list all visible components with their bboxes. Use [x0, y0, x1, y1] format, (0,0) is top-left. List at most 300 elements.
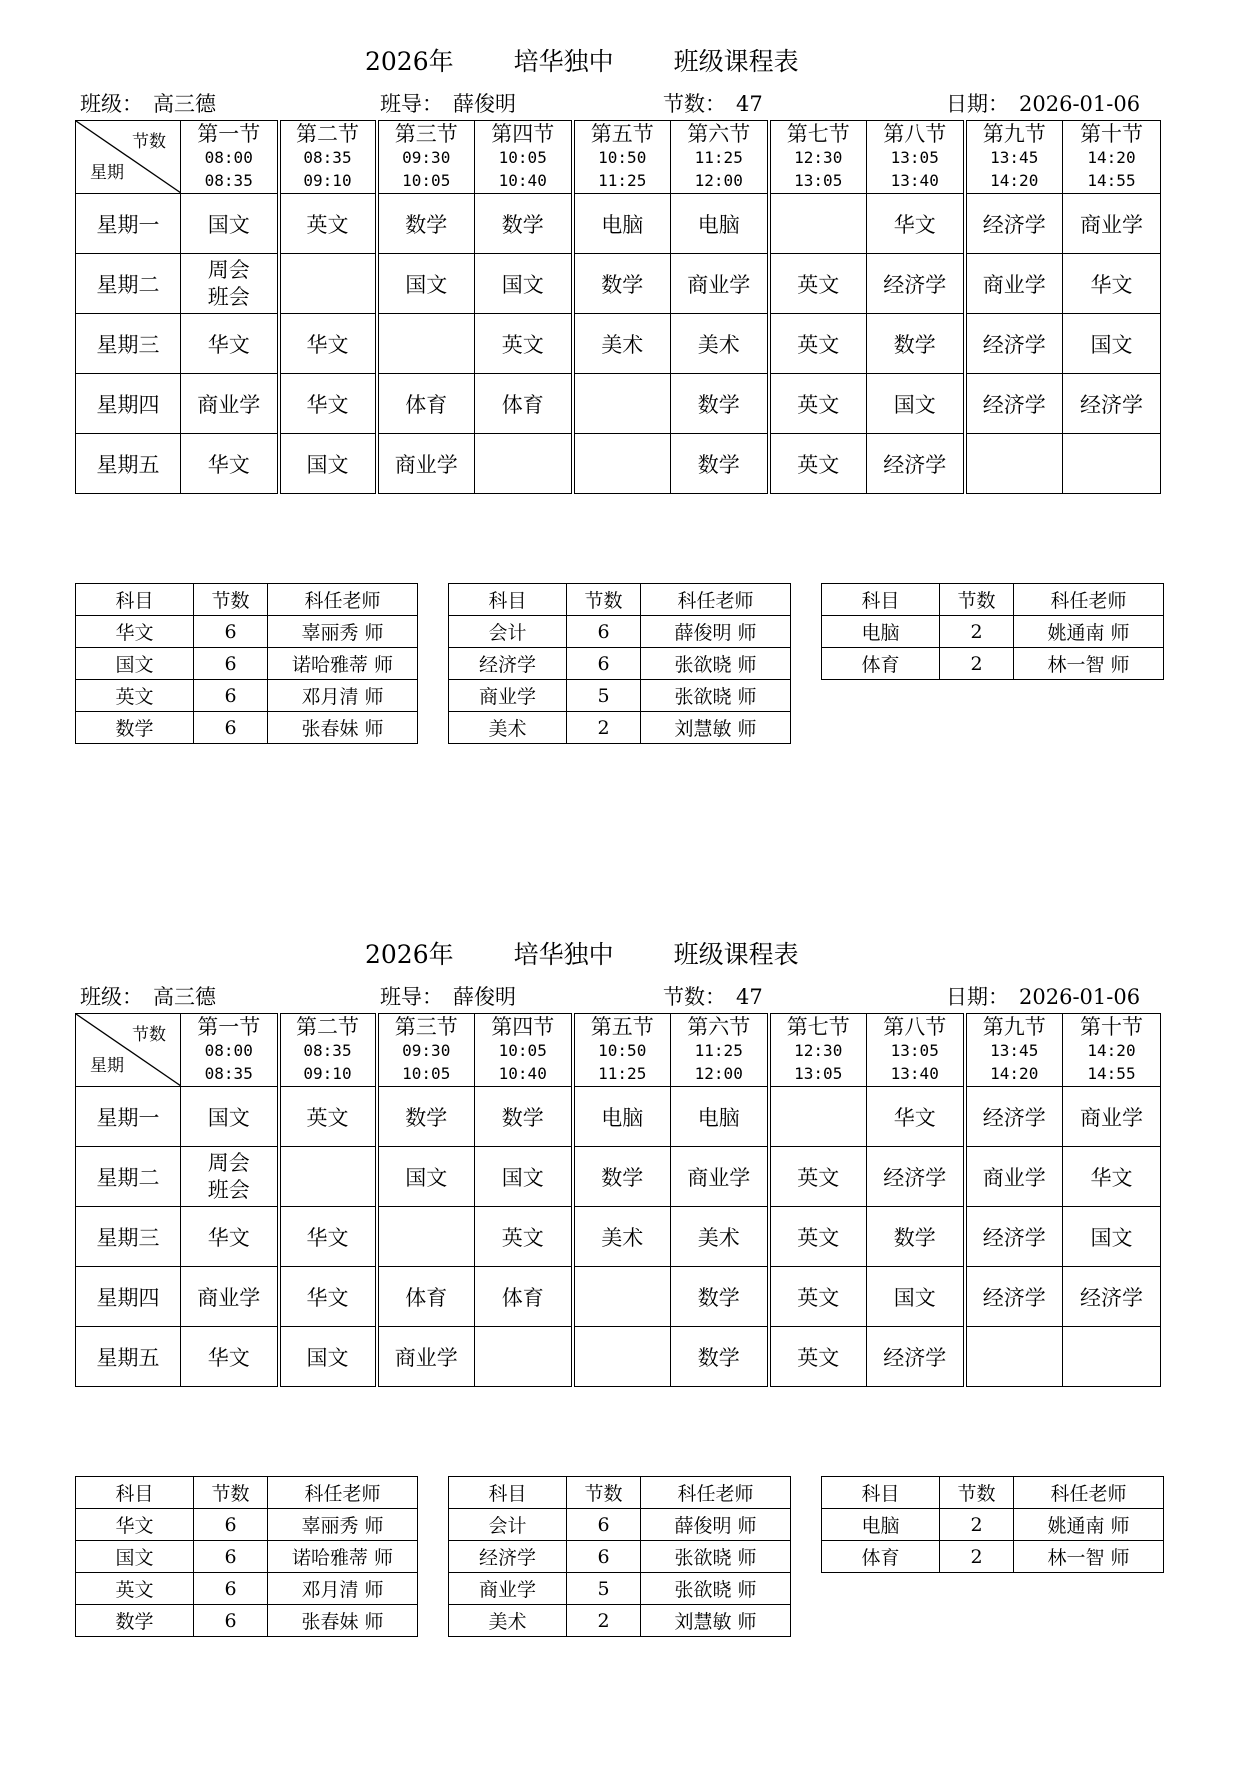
subject-header-cell: 节数	[194, 584, 268, 616]
date-info: 日期： 2026-01-06	[946, 92, 1141, 116]
subject-periods: 5	[567, 1573, 641, 1605]
class-slot: 国文	[475, 254, 573, 314]
subject-name: 会计	[449, 616, 567, 648]
subject-teacher: 姚通南 师	[1014, 1509, 1164, 1541]
class-slot: 体育	[377, 374, 475, 434]
subject-periods: 2	[940, 1509, 1014, 1541]
class-slot	[573, 1267, 671, 1327]
class-slot: 经济学	[965, 194, 1063, 254]
period-label: 第四节	[491, 121, 555, 146]
subject-row	[449, 1605, 791, 1637]
subject-table-1	[75, 583, 418, 744]
day-row	[76, 314, 1161, 374]
period-header-cell	[279, 121, 377, 194]
subject-header-cell: 节数	[940, 1477, 1014, 1509]
class-slot: 经济学	[867, 434, 965, 494]
class-slot: 美术	[671, 314, 769, 374]
class-slot: 英文	[769, 374, 867, 434]
period-label: 第九节	[982, 121, 1046, 146]
subject-name: 美术	[449, 1605, 567, 1637]
class-slot: 英文	[769, 1207, 867, 1267]
period-end-time: 10:40	[498, 1063, 547, 1083]
class-slot: 电脑	[671, 1087, 769, 1147]
class-slot: 体育	[377, 1267, 475, 1327]
subject-periods: 6	[194, 680, 268, 712]
teacher-info: 班导： 薛俊明	[380, 92, 516, 116]
title-year: 2026年	[365, 940, 454, 969]
subject-teacher: 薛俊明 师	[641, 616, 791, 648]
subject-name: 数学	[76, 1605, 194, 1637]
class-slot	[573, 1327, 671, 1387]
class-slot: 华文	[279, 314, 377, 374]
class-slot	[475, 1327, 573, 1387]
class-info: 班级： 高三德	[80, 92, 216, 116]
period-header-cell	[181, 121, 279, 194]
subject-teacher: 辜丽秀 师	[268, 616, 418, 648]
period-end-time: 11:25	[598, 170, 647, 190]
subject-name: 华文	[76, 1509, 194, 1541]
class-slot: 体育	[475, 1267, 573, 1327]
class-slot	[279, 254, 377, 314]
period-end-time: 08:35	[204, 170, 253, 190]
period-end-time: 13:05	[794, 170, 843, 190]
class-slot: 英文	[769, 314, 867, 374]
subject-header-cell: 科目	[449, 1477, 567, 1509]
subject-periods: 2	[940, 1541, 1014, 1573]
class-slot: 华文	[867, 194, 965, 254]
day-row	[76, 374, 1161, 434]
subject-teacher: 姚通南 师	[1014, 616, 1164, 648]
period-header-cell	[965, 121, 1063, 194]
page-title	[365, 935, 799, 971]
class-slot: 华文	[1063, 254, 1161, 314]
class-slot: 数学	[377, 194, 475, 254]
class-slot: 英文	[475, 314, 573, 374]
subject-periods: 6	[194, 1509, 268, 1541]
class-slot: 商业学	[965, 1147, 1063, 1207]
teacher-info: 班导： 薛俊明	[380, 985, 516, 1009]
subject-periods: 6	[567, 1541, 641, 1573]
period-header-cell	[279, 1014, 377, 1087]
subject-name: 数学	[76, 712, 194, 744]
class-slot: 美术	[671, 1207, 769, 1267]
class-slot: 商业学	[181, 1267, 279, 1327]
period-end-time: 08:35	[204, 1063, 253, 1083]
class-slot: 国文	[279, 434, 377, 494]
subject-periods: 2	[567, 712, 641, 744]
class-slot	[965, 1327, 1063, 1387]
class-slot: 经济学	[965, 1267, 1063, 1327]
subject-row	[449, 1509, 791, 1541]
day-label: 星期四	[76, 374, 181, 434]
subject-teacher: 诺哈雅蒂 师	[268, 648, 418, 680]
class-slot: 国文	[181, 194, 279, 254]
subject-name: 商业学	[449, 680, 567, 712]
class-slot: 华文	[1063, 1147, 1161, 1207]
subject-header-cell: 科目	[76, 1477, 194, 1509]
day-label: 星期五	[76, 434, 181, 494]
class-slot: 英文	[279, 1087, 377, 1147]
period-start-time: 12:30	[794, 147, 843, 167]
class-slot: 英文	[475, 1207, 573, 1267]
period-header-cell	[769, 1014, 867, 1087]
subject-header-row	[449, 1477, 791, 1509]
subject-teacher: 刘慧敏 师	[641, 1605, 791, 1637]
period-start-time: 13:05	[890, 1040, 939, 1060]
class-slot	[279, 1147, 377, 1207]
subject-row	[76, 1509, 418, 1541]
class-slot: 国文	[377, 254, 475, 314]
subject-teacher: 诺哈雅蒂 师	[268, 1541, 418, 1573]
subject-teacher: 林一智 师	[1014, 1541, 1164, 1573]
class-slot	[573, 374, 671, 434]
period-header-cell	[377, 1014, 475, 1087]
class-slot: 英文	[769, 1327, 867, 1387]
class-slot: 数学	[867, 1207, 965, 1267]
period-end-time: 14:20	[990, 170, 1039, 190]
subject-header-cell: 科目	[76, 584, 194, 616]
schedule-table	[75, 1013, 1161, 1387]
class-slot: 数学	[671, 374, 769, 434]
subject-teacher: 邓月清 师	[268, 1573, 418, 1605]
subject-header-row	[822, 1477, 1164, 1509]
day-row	[76, 194, 1161, 254]
period-end-time: 10:05	[402, 1063, 451, 1083]
subject-teacher: 张春妹 师	[268, 1605, 418, 1637]
period-start-time: 08:00	[204, 1040, 253, 1060]
subject-header-cell: 节数	[567, 584, 641, 616]
subject-name: 英文	[76, 680, 194, 712]
class-slot: 电脑	[573, 1087, 671, 1147]
period-header-cell	[573, 121, 671, 194]
subject-row	[449, 1573, 791, 1605]
class-slot: 经济学	[1063, 1267, 1161, 1327]
class-slot: 华文	[867, 1087, 965, 1147]
subject-name: 美术	[449, 712, 567, 744]
class-info: 班级： 高三德	[80, 985, 216, 1009]
period-label: 第三节	[394, 121, 458, 146]
day-row	[76, 1207, 1161, 1267]
period-start-time: 14:20	[1087, 147, 1136, 167]
period-label: 第一节	[197, 121, 261, 146]
period-start-time: 09:30	[402, 147, 451, 167]
period-header-cell	[965, 1014, 1063, 1087]
period-start-time: 10:05	[498, 1040, 547, 1060]
class-slot: 美术	[573, 1207, 671, 1267]
class-slot: 数学	[377, 1087, 475, 1147]
period-label: 第九节	[982, 1014, 1046, 1039]
class-slot: 国文	[1063, 1207, 1161, 1267]
class-slot: 商业学	[671, 254, 769, 314]
class-slot	[377, 1207, 475, 1267]
subject-row	[76, 648, 418, 680]
subject-periods: 2	[567, 1605, 641, 1637]
class-slot: 数学	[475, 1087, 573, 1147]
subject-header-cell: 节数	[567, 1477, 641, 1509]
class-slot: 华文	[181, 314, 279, 374]
subject-teacher: 张欲晓 师	[641, 680, 791, 712]
period-label: 第七节	[786, 121, 850, 146]
day-row	[76, 1327, 1161, 1387]
class-slot	[573, 434, 671, 494]
subject-name: 体育	[822, 648, 940, 680]
period-end-time: 13:05	[794, 1063, 843, 1083]
period-start-time: 08:35	[303, 147, 352, 167]
subject-header-row	[76, 584, 418, 616]
class-slot: 国文	[181, 1087, 279, 1147]
period-label: 第二节	[296, 1014, 359, 1039]
subject-row	[449, 680, 791, 712]
class-slot: 体育	[475, 374, 573, 434]
period-start-time: 08:35	[303, 1040, 352, 1060]
class-slot: 经济学	[867, 1147, 965, 1207]
period-label: 第二节	[296, 121, 359, 146]
period-end-time: 14:20	[990, 1063, 1039, 1083]
subject-row	[449, 616, 791, 648]
subject-periods: 6	[194, 616, 268, 648]
subject-periods: 6	[194, 1605, 268, 1637]
class-slot: 数学	[573, 254, 671, 314]
subject-row	[449, 1541, 791, 1573]
subject-teacher: 张欲晓 师	[641, 648, 791, 680]
subject-table-2	[448, 1476, 791, 1637]
subject-name: 英文	[76, 1573, 194, 1605]
page-title	[365, 42, 799, 78]
period-label: 第三节	[394, 1014, 458, 1039]
subject-periods: 6	[194, 648, 268, 680]
period-start-time: 10:50	[598, 1040, 647, 1060]
subject-table-1	[75, 1476, 418, 1637]
subject-name: 国文	[76, 648, 194, 680]
subject-name: 电脑	[822, 1509, 940, 1541]
class-slot: 华文	[279, 374, 377, 434]
schedule-table	[75, 120, 1161, 494]
class-slot: 商业学	[965, 254, 1063, 314]
subject-teacher: 辜丽秀 师	[268, 1509, 418, 1541]
class-slot: 数学	[475, 194, 573, 254]
subject-header-cell: 科目	[449, 584, 567, 616]
day-row	[76, 254, 1161, 314]
subject-row	[822, 648, 1164, 680]
period-start-time: 09:30	[402, 1040, 451, 1060]
subject-name: 体育	[822, 1541, 940, 1573]
day-row	[76, 1147, 1161, 1207]
title-school: 培华独中	[513, 47, 614, 76]
subject-header-cell: 科目	[822, 584, 940, 616]
subject-table-2	[448, 583, 791, 744]
period-header-cell	[475, 121, 573, 194]
class-slot: 华文	[181, 1207, 279, 1267]
period-header-cell	[475, 1014, 573, 1087]
subject-teacher: 张欲晓 师	[641, 1573, 791, 1605]
class-slot	[475, 434, 573, 494]
subject-periods: 6	[194, 712, 268, 744]
corner-cell: 节数 星期	[76, 121, 181, 194]
subject-table-3	[821, 583, 1164, 680]
period-start-time: 13:45	[990, 147, 1039, 167]
class-slot	[1063, 434, 1161, 494]
subject-teacher: 张春妹 师	[268, 712, 418, 744]
period-end-time: 10:40	[498, 170, 547, 190]
class-slot: 电脑	[573, 194, 671, 254]
period-label: 第七节	[786, 1014, 850, 1039]
subject-periods: 6	[567, 648, 641, 680]
class-slot: 国文	[377, 1147, 475, 1207]
period-header-cell	[377, 121, 475, 194]
class-slot: 经济学	[965, 1087, 1063, 1147]
subject-header-cell: 科任老师	[1014, 584, 1164, 616]
class-slot: 数学	[671, 1327, 769, 1387]
subject-row	[822, 1541, 1164, 1573]
period-label: 第六节	[687, 1014, 751, 1039]
subject-header-cell: 科任老师	[268, 1477, 418, 1509]
class-slot: 英文	[769, 1267, 867, 1327]
class-slot: 华文	[279, 1207, 377, 1267]
class-slot: 经济学	[965, 314, 1063, 374]
period-end-time: 11:25	[598, 1063, 647, 1083]
period-start-time: 11:25	[694, 147, 743, 167]
period-header-cell	[769, 121, 867, 194]
subject-name: 国文	[76, 1541, 194, 1573]
day-label: 星期二	[76, 254, 181, 314]
subject-header-cell: 科任老师	[641, 584, 791, 616]
subject-row	[76, 616, 418, 648]
period-header-cell	[1063, 1014, 1161, 1087]
subject-header-cell: 科任老师	[268, 584, 418, 616]
subject-row	[76, 1573, 418, 1605]
period-header-row	[76, 121, 1161, 194]
class-slot: 商业学	[1063, 1087, 1161, 1147]
period-label: 第十节	[1080, 1014, 1143, 1039]
class-slot: 国文	[279, 1327, 377, 1387]
period-start-time: 11:25	[694, 1040, 743, 1060]
subject-row	[76, 712, 418, 744]
subject-name: 电脑	[822, 616, 940, 648]
period-end-time: 13:40	[890, 1063, 939, 1083]
period-end-time: 09:10	[303, 1063, 352, 1083]
period-end-time: 14:55	[1087, 170, 1136, 190]
subject-header-cell: 科任老师	[1014, 1477, 1164, 1509]
period-end-time: 12:00	[694, 170, 743, 190]
class-slot: 华文	[181, 434, 279, 494]
subject-teacher: 张欲晓 师	[641, 1541, 791, 1573]
period-end-time: 13:40	[890, 170, 939, 190]
subject-name: 经济学	[449, 648, 567, 680]
class-slot: 商业学	[671, 1147, 769, 1207]
class-slot: 华文	[181, 1327, 279, 1387]
subject-header-row	[449, 584, 791, 616]
class-slot: 国文	[867, 374, 965, 434]
class-slot: 美术	[573, 314, 671, 374]
day-label: 星期三	[76, 314, 181, 374]
subject-teacher: 林一智 师	[1014, 648, 1164, 680]
class-slot: 经济学	[867, 1327, 965, 1387]
subject-row	[76, 680, 418, 712]
period-label: 第五节	[590, 121, 654, 146]
period-label: 第一节	[197, 1014, 261, 1039]
subject-header-cell: 科目	[822, 1477, 940, 1509]
period-header-row	[76, 1014, 1161, 1087]
class-slot: 英文	[279, 194, 377, 254]
class-slot: 周会 班会	[181, 1147, 279, 1207]
class-slot: 商业学	[377, 434, 475, 494]
subject-periods: 6	[567, 616, 641, 648]
period-header-cell	[867, 1014, 965, 1087]
class-slot: 华文	[279, 1267, 377, 1327]
subject-teacher: 刘慧敏 师	[641, 712, 791, 744]
subject-row	[449, 648, 791, 680]
period-end-time: 09:10	[303, 170, 352, 190]
period-header-cell	[573, 1014, 671, 1087]
period-label: 第六节	[687, 121, 751, 146]
subject-name: 会计	[449, 1509, 567, 1541]
class-slot: 电脑	[671, 194, 769, 254]
period-label: 第八节	[883, 1014, 947, 1039]
subject-row	[76, 1605, 418, 1637]
class-slot: 数学	[671, 434, 769, 494]
class-slot: 经济学	[1063, 374, 1161, 434]
class-slot: 国文	[1063, 314, 1161, 374]
class-slot	[1063, 1327, 1161, 1387]
title-year: 2026年	[365, 47, 454, 76]
title-school: 培华独中	[513, 940, 614, 969]
period-start-time: 08:00	[204, 147, 253, 167]
subject-table-3	[821, 1476, 1164, 1573]
subject-periods: 2	[940, 648, 1014, 680]
period-start-time: 13:05	[890, 147, 939, 167]
timetable-page	[0, 0, 1240, 890]
period-start-time: 10:05	[498, 147, 547, 167]
class-slot: 数学	[867, 314, 965, 374]
day-label: 星期一	[76, 194, 181, 254]
period-label: 第五节	[590, 1014, 654, 1039]
period-label: 第四节	[491, 1014, 555, 1039]
day-row	[76, 1267, 1161, 1327]
class-slot: 国文	[867, 1267, 965, 1327]
class-slot: 数学	[671, 1267, 769, 1327]
subject-header-cell: 节数	[194, 1477, 268, 1509]
class-slot: 国文	[475, 1147, 573, 1207]
day-label: 星期二	[76, 1147, 181, 1207]
corner-cell: 节数 星期	[76, 1014, 181, 1087]
class-slot: 英文	[769, 434, 867, 494]
class-slot: 商业学	[1063, 194, 1161, 254]
class-slot: 周会 班会	[181, 254, 279, 314]
date-info: 日期： 2026-01-06	[946, 985, 1141, 1009]
class-slot: 数学	[573, 1147, 671, 1207]
periods-info: 节数： 47	[663, 92, 763, 116]
period-label: 第十节	[1080, 121, 1143, 146]
class-slot: 商业学	[181, 374, 279, 434]
period-header-cell	[671, 121, 769, 194]
period-start-time: 10:50	[598, 147, 647, 167]
day-label: 星期一	[76, 1087, 181, 1147]
period-header-cell	[181, 1014, 279, 1087]
day-label: 星期五	[76, 1327, 181, 1387]
class-slot: 商业学	[377, 1327, 475, 1387]
subject-header-cell: 节数	[940, 584, 1014, 616]
period-header-cell	[671, 1014, 769, 1087]
subject-header-row	[822, 584, 1164, 616]
subject-periods: 6	[194, 1573, 268, 1605]
subject-name: 商业学	[449, 1573, 567, 1605]
subject-name: 华文	[76, 616, 194, 648]
class-slot: 英文	[769, 254, 867, 314]
day-row	[76, 434, 1161, 494]
day-row	[76, 1087, 1161, 1147]
subject-name: 经济学	[449, 1541, 567, 1573]
subject-teacher: 薛俊明 师	[641, 1509, 791, 1541]
